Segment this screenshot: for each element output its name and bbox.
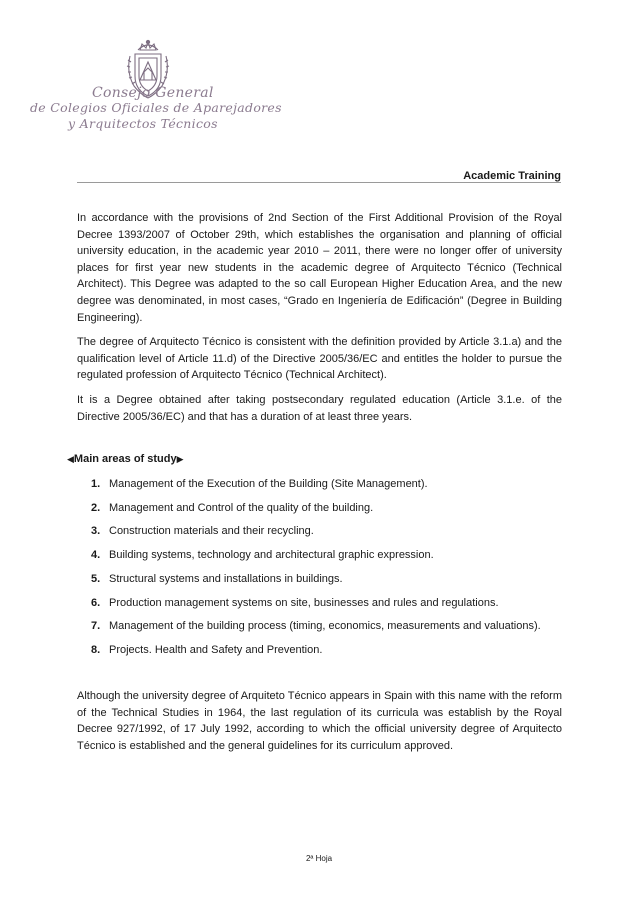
- list-item: [91, 618, 562, 635]
- areas-list: [77, 476, 562, 659]
- triangle-left-icon: ◀: [67, 454, 74, 465]
- list-item-text: Management and Control of the quality of the building.: [109, 501, 374, 514]
- list-item-number: 7.: [91, 620, 101, 633]
- list-item: [91, 476, 562, 493]
- list-item-text: Construction materials and their recycling.: [109, 525, 314, 538]
- list-item-text: Production management systems on site, businesses and rules and regulations.: [109, 596, 499, 609]
- list-item-text: Projects. Health and Safety and Prevention.: [109, 644, 323, 657]
- section-title: Academic Training: [463, 170, 561, 182]
- list-item-number: 3.: [91, 525, 101, 538]
- list-item: [91, 642, 562, 659]
- organization-logo: [30, 36, 282, 136]
- list-item-text: Management of the Execution of the Building (Site Management).: [109, 477, 428, 490]
- definition-paragraph: The degree of Arquitecto Técnico is consistent with the definition provided by Article 3.1.a) and the qualification level of Article 11.d) of the Directive 2005/36/EC and entitles the holder to pursue the regulated profession of Arquitecto Técnico (Technical Architect).: [77, 336, 562, 382]
- list-item-number: 2.: [91, 501, 101, 514]
- list-item-text: Building systems, technology and architectural graphic expression.: [109, 549, 434, 562]
- intro-paragraph: In accordance with the provisions of 2nd Section of the First Additional Provision of the Royal Decree 1393/2007 of October 29th, which establishes the organisation and planning of official university education, in the academic year 2010 – 2011, there were no longer offer of university places for first year new students in the academic degree of Arquitecto Técnico (Technical Architect). This Degree was adapted to the so call European Higher Education Area, and the new degree was denominated, in most cases, “Grado en Ingeniería de Edificación” (Degree in Building Engineering).: [77, 212, 562, 324]
- list-item: [91, 571, 562, 588]
- document-body: [67, 210, 562, 762]
- logo-line-2: de Colegios Oficiales de Aparejadores: [30, 100, 282, 115]
- list-item-number: 1.: [91, 477, 101, 490]
- list-item-text: Structural systems and installations in buildings.: [109, 572, 343, 585]
- areas-heading: [67, 451, 562, 468]
- list-item: [91, 547, 562, 564]
- list-item-number: 6.: [91, 596, 101, 609]
- closing-paragraph: Although the university degree of Arquiteto Técnico appears in Spain with this name with the reform of the Technical Studies in 1964, the last regulation of its curricula was establish by the Royal Decree 927/1992, of 17 July 1992, according to which the official university degree of Arquitecto Técnico is established and the general guidelines for its curriculum approved.: [77, 689, 562, 752]
- list-item-number: 4.: [91, 549, 101, 562]
- list-item-number: 5.: [91, 572, 101, 585]
- page-label: 2ª Hoja: [305, 854, 333, 863]
- list-item-text: Management of the building process (timing, economics, measurements and valuations).: [109, 620, 541, 633]
- logo-line-3: y Arquitectos Técnicos: [68, 116, 218, 131]
- list-item: [91, 595, 562, 612]
- spacer: [77, 433, 562, 451]
- triangle-right-icon: ▶: [176, 454, 184, 465]
- header-divider: [77, 182, 561, 183]
- list-item: [91, 523, 562, 540]
- duration-paragraph: It is a Degree obtained after taking postsecondary regulated education (Article 3.1.e. of the Directive 2005/36/EC) and that has a duration of at least three years.: [77, 393, 562, 423]
- logo-line-1: Consejo General: [92, 85, 214, 101]
- areas-heading-label: Main areas of study: [73, 453, 177, 466]
- list-item: [91, 500, 562, 517]
- spacer: [77, 666, 562, 688]
- list-item-number: 8.: [91, 644, 101, 657]
